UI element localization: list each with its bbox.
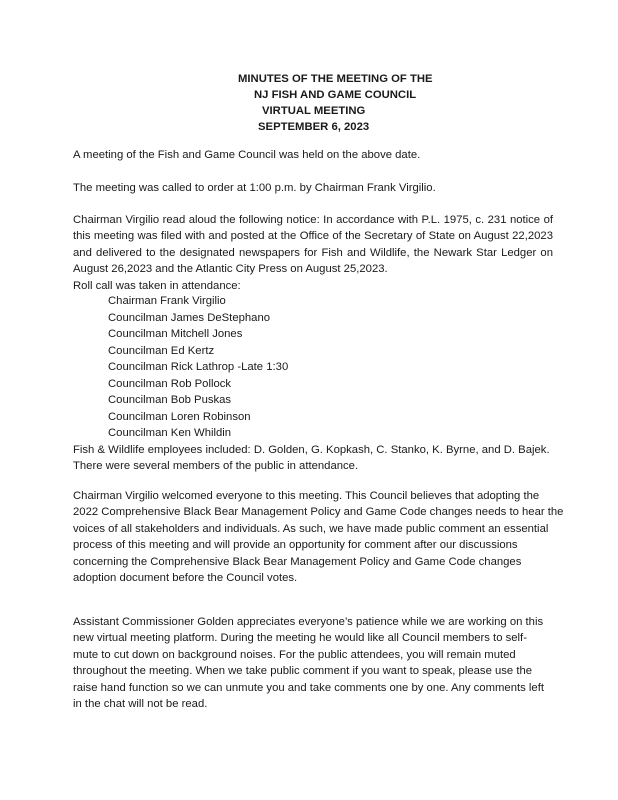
roll-call-item: Councilman Loren Robinson: [108, 410, 251, 423]
paragraph-line: There were several members of the public in attendance.: [73, 460, 359, 473]
header-line-1: MINUTES OF THE MEETING OF THE: [238, 73, 433, 85]
paragraph-employees: [73, 442, 553, 475]
header-line-3: VIRTUAL MEETING: [262, 105, 366, 117]
paragraph-line: throughout the meeting. When we take public comment if you want to speak, please use the: [73, 665, 533, 678]
paragraph-line: Assistant Commissioner Golden appreciates everyone’s patience while we are working on this: [73, 616, 544, 628]
paragraph-line: Chairman Virgilio welcomed everyone to this meeting. This Council believes that adopting the: [73, 490, 540, 502]
paragraph-line: Chairman Virgilio read aloud the following notice: In accordance with P.L. 1975, c. 231 notice of: [73, 214, 553, 226]
roll-call-item: Councilman Rob Pollock: [108, 377, 232, 390]
roll-call-item: Councilman James DeStephano: [108, 311, 271, 324]
paragraph-notice: [73, 212, 553, 278]
paragraph-line: Fish & Wildlife employees included: D. Golden, G. Kopkash, C. Stanko, K. Byrne, and D. Bajek.: [73, 444, 550, 456]
paragraph-text: Roll call was taken in attendance:: [73, 280, 241, 292]
roll-call-item: Councilman Bob Puskas: [108, 394, 232, 406]
paragraph-called-to-order: [73, 180, 553, 196]
paragraph-line: mute to cut down on background noises. For the public attendees, you will remain muted: [73, 648, 516, 661]
paragraph-text: A meeting of the Fish and Game Council was held on the above date.: [73, 149, 421, 161]
paragraph-line: August 26,2023 and the Atlantic City Press on August 25,2023.: [73, 263, 388, 276]
header-line-2: NJ FISH AND GAME COUNCIL: [254, 89, 417, 101]
roll-call-item: Councilman Rick Lathrop -Late 1:30: [108, 361, 289, 373]
roll-call-item: Councilman Ken Whildin: [108, 427, 232, 439]
roll-call-item: Councilman Ed Kertz: [108, 344, 215, 357]
paragraph-line: concerning the Comprehensive Black Bear Management Policy and Game Code changes: [73, 555, 522, 568]
paragraph-line: new virtual meeting platform. During the meeting he would like all Council members to self-: [73, 632, 527, 645]
paragraph-line: in the chat will not be read.: [73, 698, 208, 711]
paragraph-line: adoption document before the Council votes.: [73, 572, 298, 585]
roll-call-list: [108, 293, 288, 442]
paragraph-meeting-held: [73, 147, 553, 163]
paragraph-line: this meeting was filed with and posted at the Office of the Secretary of State on August 22,2023: [73, 230, 553, 243]
paragraph-welcome: [73, 488, 564, 586]
paragraph-line: voices of all stakeholders and individuals. As such, we have made public comment an essential: [73, 522, 549, 535]
roll-call-item: Councilman Mitchell Jones: [108, 328, 243, 340]
paragraph-line: and delivered to the designated newspapers for Fish and Wildlife, the Newark Star Ledger on: [73, 246, 553, 259]
roll-call-intro: [73, 278, 553, 294]
header-line-4: SEPTEMBER 6, 2023: [258, 121, 370, 133]
paragraph-golden: [73, 614, 553, 712]
paragraph-line: raise hand function so we can unmute you and take comments one by one. Any comments left: [73, 681, 544, 694]
paragraph-line: process of this meeting and will provide an opportunity for comment after our discussions: [73, 539, 518, 552]
paragraph-text: The meeting was called to order at 1:00 p.m. by Chairman Frank Virgilio.: [73, 182, 436, 194]
roll-call-item: Chairman Frank Virgilio: [108, 295, 226, 307]
paragraph-line: 2022 Comprehensive Black Bear Management Policy and Game Code changes needs to hear the: [73, 506, 564, 519]
